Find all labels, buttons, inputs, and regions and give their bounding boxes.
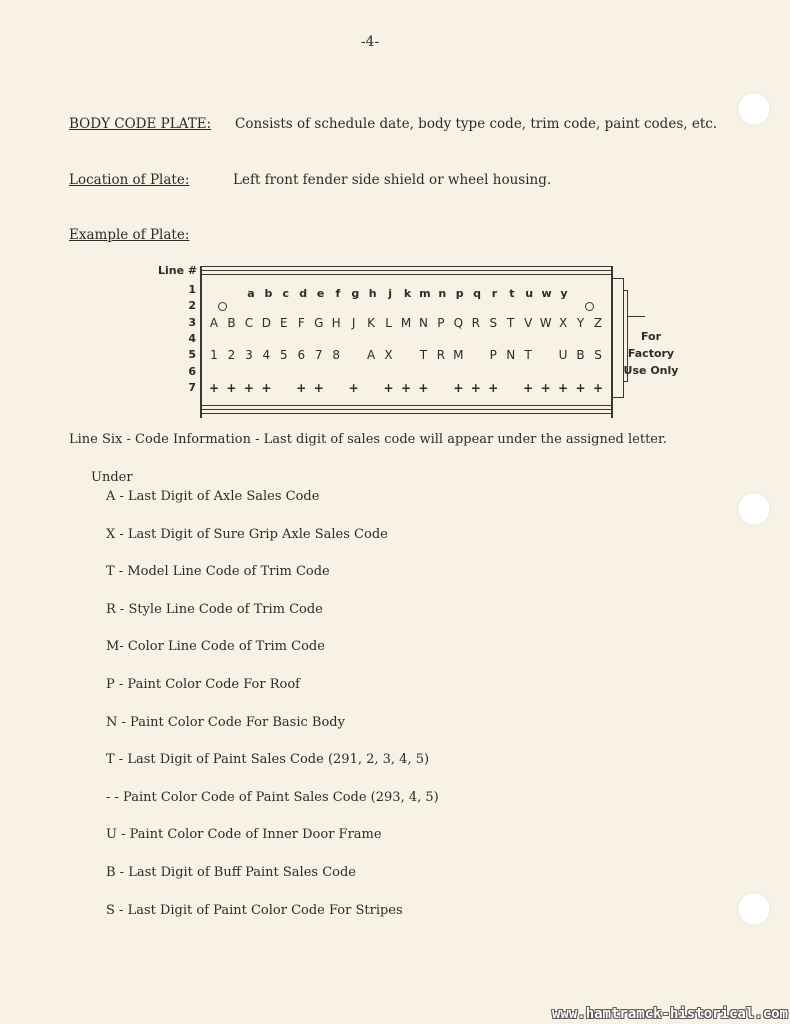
plate-char: P: [437, 316, 445, 330]
factory-pointer: [627, 316, 645, 317]
plate-char: 1: [210, 348, 218, 362]
plate-char: d: [299, 287, 308, 300]
watermark: www.hamtramck-historical.com: [551, 1006, 788, 1022]
plate-char: +: [558, 381, 569, 395]
plate-char: Z: [593, 316, 603, 330]
plate-char: R: [471, 316, 480, 330]
plate-char: g: [351, 287, 360, 300]
plate-char: C: [244, 316, 254, 330]
plate-char: G: [314, 316, 324, 330]
binder-hole: [737, 492, 771, 526]
plate-char: D: [261, 316, 271, 330]
code-item: B - Last Digit of Buff Paint Sales Code: [106, 865, 357, 880]
plate-char: k: [403, 287, 412, 300]
rivet-hole-right: [585, 302, 594, 311]
plate-char: M: [400, 316, 412, 330]
plate-char: 2: [227, 348, 236, 362]
code-item: - - Paint Color Code of Paint Sales Code (293, 4, 5): [106, 789, 439, 805]
plate-char: +: [453, 381, 464, 395]
factory-note-line-3: Use Only: [623, 364, 679, 377]
plate-char: P: [489, 348, 497, 362]
plate-char: +: [348, 381, 359, 395]
plate-char: +: [313, 381, 324, 395]
line-six-description: Line Six - Code Information - Last digit of sales code will appear under the assigned letter.: [69, 432, 667, 447]
plate-char: t: [509, 287, 515, 300]
plate-char: +: [575, 381, 586, 395]
plate-char: B: [227, 316, 236, 330]
plate-char: f: [335, 287, 341, 300]
plate-char: u: [525, 287, 534, 300]
plate-char: 8: [332, 348, 340, 362]
plate-char: T: [524, 348, 532, 362]
plate-char: c: [282, 287, 290, 300]
plate-char: 3: [245, 348, 253, 362]
code-item: R - Style Line Code of Trim Code: [106, 601, 323, 617]
plate-char: N: [418, 316, 428, 330]
plate-char: F: [297, 316, 305, 330]
row-number: 3: [188, 315, 196, 329]
plate-char: +: [261, 381, 272, 395]
row-number: 7: [188, 380, 196, 394]
code-item: P - Paint Color Code For Roof: [106, 677, 300, 692]
plate-char: J: [351, 316, 356, 330]
plate-char: w: [541, 287, 552, 300]
plate-char: +: [226, 381, 237, 395]
plate-char: 7: [314, 348, 323, 362]
page-number: -4-: [360, 34, 380, 50]
plate-char: b: [264, 287, 273, 300]
plate-char: S: [489, 316, 498, 330]
plate-char: T: [507, 316, 515, 330]
plate-char: +: [208, 381, 220, 395]
plate-char: X: [558, 316, 568, 330]
plate-char: N: [506, 348, 516, 362]
row-number: 1: [188, 283, 196, 296]
plate-char: E: [280, 316, 288, 330]
code-item: M- Color Line Code of Trim Code: [106, 639, 325, 655]
plate-char: A: [209, 316, 219, 330]
code-item: X - Last Digit of Sure Grip Axle Sales Code: [106, 526, 388, 542]
location-text: Left front fender side shield or wheel housing.: [233, 172, 552, 188]
code-item: N - Paint Color Code For Basic Body: [106, 714, 345, 730]
plate-char: K: [367, 316, 376, 330]
plate-char: H: [331, 316, 341, 330]
code-item: T - Model Line Code of Trim Code: [106, 564, 330, 580]
plate-char: +: [418, 381, 429, 395]
code-item: U - Paint Color Code of Inner Door Frame: [106, 827, 382, 843]
plate-char: y: [560, 287, 568, 300]
factory-note-line-1: For: [640, 330, 662, 343]
plate-char: q: [473, 287, 481, 300]
rivet-hole-left: [218, 302, 227, 311]
plate-char: 6: [297, 348, 306, 362]
plate-char: B: [576, 348, 585, 362]
plate-char: p: [455, 287, 464, 300]
code-item: T - Last Digit of Paint Sales Code (291, 2, 3, 4, 5): [106, 752, 430, 768]
plate-char: +: [383, 381, 394, 395]
plate-char: a: [247, 287, 255, 300]
plate-char: +: [400, 381, 412, 395]
plate-char: j: [388, 287, 392, 300]
plate-char: +: [592, 381, 604, 395]
factory-note-line-2: Factory: [627, 347, 675, 360]
plate-char: n: [438, 287, 447, 300]
plate-char: 4: [262, 348, 271, 362]
row-number: 4: [188, 331, 196, 345]
factory-use-note: [622, 328, 680, 379]
plate-char: +: [243, 381, 254, 395]
plate-char: r: [491, 287, 498, 300]
plate-char: +: [523, 381, 534, 395]
body-code-plate-label: BODY CODE PLATE:: [69, 116, 212, 132]
plate-char: V: [524, 316, 533, 330]
plate-char: R: [436, 348, 446, 362]
plate-char: +: [540, 381, 551, 395]
line-number-header: Line #: [158, 264, 198, 277]
plate-char: L: [385, 316, 392, 330]
under-label: Under: [91, 470, 133, 485]
plate-char: +: [470, 381, 481, 395]
row-number: 5: [188, 348, 196, 362]
plate-char: A: [366, 348, 376, 362]
location-label: Location of Plate:: [69, 172, 190, 188]
plate-char: W: [539, 316, 552, 330]
row-number: 2: [188, 299, 196, 313]
plate-char: +: [488, 381, 499, 395]
plate-char: U: [558, 348, 568, 362]
code-item: A - Last Digit of Axle Sales Code: [106, 489, 320, 504]
plate-char: S: [594, 348, 602, 362]
plate-char: 5: [279, 348, 288, 362]
plate-char: m: [419, 287, 431, 300]
plate-char: X: [384, 348, 393, 362]
plate-char: Y: [576, 316, 585, 330]
binder-hole: [737, 892, 771, 926]
plate-char: Q: [453, 316, 464, 330]
binder-hole: [737, 92, 771, 126]
example-label: Example of Plate:: [69, 227, 190, 243]
plate-char: h: [368, 287, 377, 300]
code-item: S - Last Digit of Paint Color Code For Stripes: [106, 902, 403, 918]
body-code-plate-text: Consists of schedule date, body type code, trim code, paint codes, etc.: [235, 116, 718, 132]
plate-char: T: [419, 348, 428, 362]
row-number: 6: [188, 364, 196, 378]
plate-char: +: [296, 381, 307, 395]
plate-char: M: [453, 348, 464, 362]
plate-char: e: [316, 287, 325, 300]
